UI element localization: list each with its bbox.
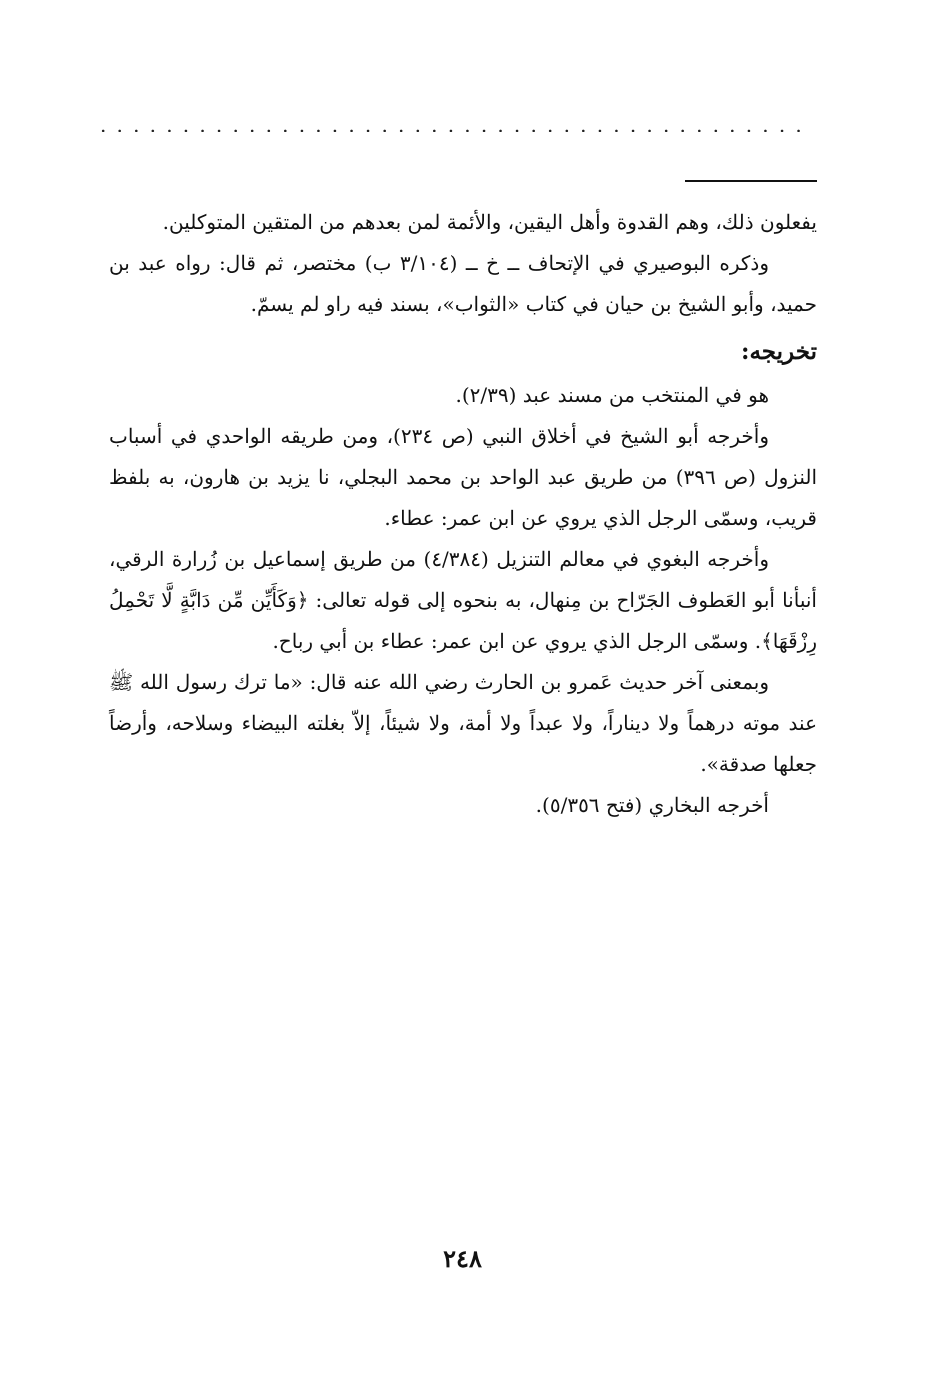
page-body	[109, 202, 817, 826]
footnote-rule	[685, 180, 817, 182]
takhrij-paragraph-1: هو في المنتخب من مسند عبد (٢/٣٩).	[455, 383, 769, 407]
takhrij-paragraph-3: وأخرجه البغوي في معالم التنزيل (٤/٣٨٤) من طريق إسماعيل بن زُرارة الرقي، أنبأنا أبو العَطوف الجَرّاح بن مِنهال، به بنحوه إلى قوله تعالى: ﴿وَكَأَيِّن مِّن دَابَّةٍ لَّا تَحْمِلُ رِزْقَهَا﴾. وسمّى الرجل الذي يروي عن ابن عمر: عطاء بن أبي رباح.	[109, 547, 817, 653]
takhrij-paragraph-2: وأخرجه أبو الشيخ في أخلاق النبي (ص ٢٣٤)، ومن طريقه الواحدي في أسباب النزول (ص ٣٩٦) من طريق عبد الواحد بن محمد البجلي، نا يزيد بن هارون، به بلفظ قريب، وسمّى الرجل الذي يروي عن ابن عمر: عطاء.	[109, 424, 817, 530]
page-number: ٢٤٨	[443, 1244, 482, 1273]
takhrij-paragraph-4: وبمعنى آخر حديث عَمرو بن الحارث رضي الله عنه قال: «ما ترك رسول الله ﷺ عند موته درهماً ولا ديناراً، ولا عبداً ولا أمة، ولا شيئاً، إلاّ بغلته البيضاء وسلاحه، وأرضاً جعلها صدقة».	[109, 670, 817, 776]
takhrij-paragraph-5: أخرجه البخاري (فتح ٥/٣٥٦).	[535, 793, 769, 817]
dotted-separator: ...........................................	[100, 118, 812, 132]
busiri-paragraph: وذكره البوصيري في الإتحاف ــ خ ــ (٣/١٠٤ ب) مختصر، ثم قال: رواه عبد بن حميد، وأبو الشيخ بن حيان في كتاب «الثواب»، بسند فيه راو لم يسمّ.	[109, 251, 817, 316]
continuation-paragraph: يفعلون ذلك، وهم القدوة وأهل اليقين، والأئمة لمن بعدهم من المتقين المتوكلين.	[162, 210, 817, 234]
takhrij-heading: تخريجه:	[740, 338, 817, 365]
